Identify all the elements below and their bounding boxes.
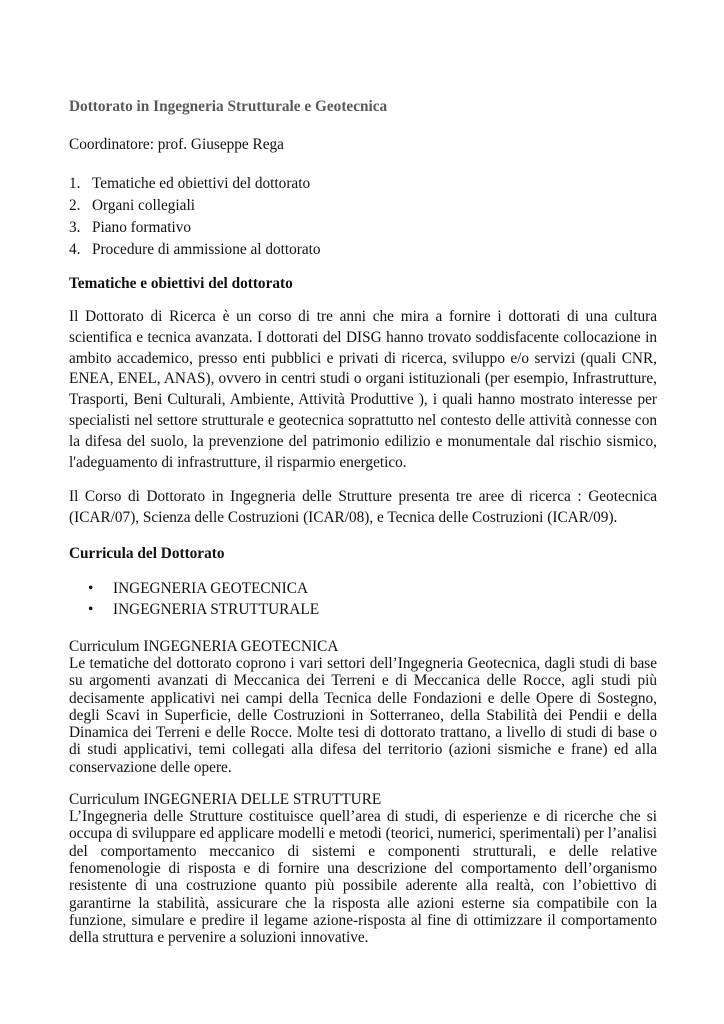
toc-number: 1.: [69, 175, 81, 192]
toc-item: [69, 173, 657, 195]
intro-paragraph: Il Dottorato di Ricerca è un corso di tre anni che mira a fornire i dottorati di una cultura scientifica e tecnica avanzata. I dottorati del DISG hanno trovato soddisfacente collocazione in ambito accademico, presso enti pubblici e privati di ricerca, sviluppo e/o servizi (quali CNR, ENEA, ENEL, ANAS), ovvero in centri studi o organi istituzionali (per esempio, Infrastrutture, Trasporti, Beni Culturali, Ambiente, Attività Produttive ), i quali hanno mostrato interesse per specialisti nel settore strutturale e geotecnica soprattutto nel contesto delle attività connesse con la difesa del suolo, la prevenzione del patrimonio edilizio e monumentale dal rischio sismico, l'adeguamento di infrastrutture, il risparmio energetico.: [69, 308, 657, 471]
curriculum-title: Curriculum INGEGNERIA GEOTECNICA: [69, 637, 339, 655]
document-title: Dottorato in Ingegneria Strutturale e Geotecnica: [69, 98, 388, 115]
curricula-item-text: INGEGNERIA STRUTTURALE: [113, 600, 320, 618]
toc-text: Procedure di ammissione al dottorato: [92, 241, 321, 258]
table-of-contents: [69, 173, 657, 261]
curriculum-title: Curriculum INGEGNERIA DELLE STRUTTURE: [69, 791, 382, 809]
document-content: [69, 97, 657, 946]
curricula-list: [69, 578, 657, 620]
toc-text: Organi collegiali: [92, 197, 195, 214]
research-areas-paragraph: Il Corso di Dottorato in Ingegneria delle Strutture presenta tre aree di ricerca : Geotecnica (ICAR/07), Scienza delle Costruzioni (ICAR/08), e Tecnica delle Costruzioni (ICAR/09).: [69, 488, 657, 527]
curricula-list-item: [69, 578, 657, 599]
section-heading-curricula: Curricula del Dottorato: [69, 544, 225, 562]
bullet-icon: •: [88, 579, 94, 597]
toc-item: [69, 239, 657, 261]
toc-item: [69, 195, 657, 217]
curriculum-geotecnica: [69, 638, 657, 776]
section-heading-tematiche: Tematiche e obiettivi del dottorato: [69, 275, 293, 292]
curriculum-body: Le tematiche del dottorato coprono i vari settori dell’Ingegneria Geotecnica, dagli studi di base su argomenti avanzati di Meccanica dei Terreni e di Meccanica delle Rocce, agli studi più decisamente applicativi nei campi della Tecnica delle Fondazioni e delle Opere di Sostegno, degli Scavi in Superficie, delle Costruzioni in Sotterraneo, della Stabilità dei Pendii e della Dinamica dei Terreni e delle Rocce. Molte tesi di dottorato trattano, a livello di studi di base o di studi applicativi, temi collegati alla difesa del territorio (azioni sismiche e frane) ed alla conservazione delle opere.: [69, 654, 657, 776]
curriculum-body: L’Ingegneria delle Strutture costituisce quell’area di studi, di esperienze e di ricerche che si occupa di sviluppare ed applicare modelli e metodi (teorici, numerici, sperimentali) per l’analisi del comportamento meccanico di sistemi e componenti strutturali, e delle relative fenomenologie di risposta e di fornire una descrizione del comportamento dell’organismo resistente di una costruzione quanto più possibile aderente alla realtà, con l’obiettivo di garantirne la stabilità, assicurare che la risposta alle azioni esterne sia compatibile con la funzione, simulare e predire il legame azione-risposta al fine di ottimizzare il comportamento della struttura e pervenire a soluzioni innovative.: [69, 808, 657, 947]
toc-number: 4.: [69, 241, 81, 258]
toc-item: [69, 217, 657, 239]
toc-text: Piano formativo: [92, 219, 191, 236]
toc-text: Tematiche ed obiettivi del dottorato: [92, 175, 311, 192]
toc-number: 3.: [69, 219, 81, 236]
curricula-item-text: INGEGNERIA GEOTECNICA: [113, 579, 309, 597]
curriculum-strutture: [69, 791, 657, 946]
curricula-list-item: [69, 599, 657, 620]
bullet-icon: •: [88, 600, 94, 618]
coordinator-line: Coordinatore: prof. Giuseppe Rega: [69, 136, 284, 153]
toc-number: 2.: [69, 197, 81, 214]
